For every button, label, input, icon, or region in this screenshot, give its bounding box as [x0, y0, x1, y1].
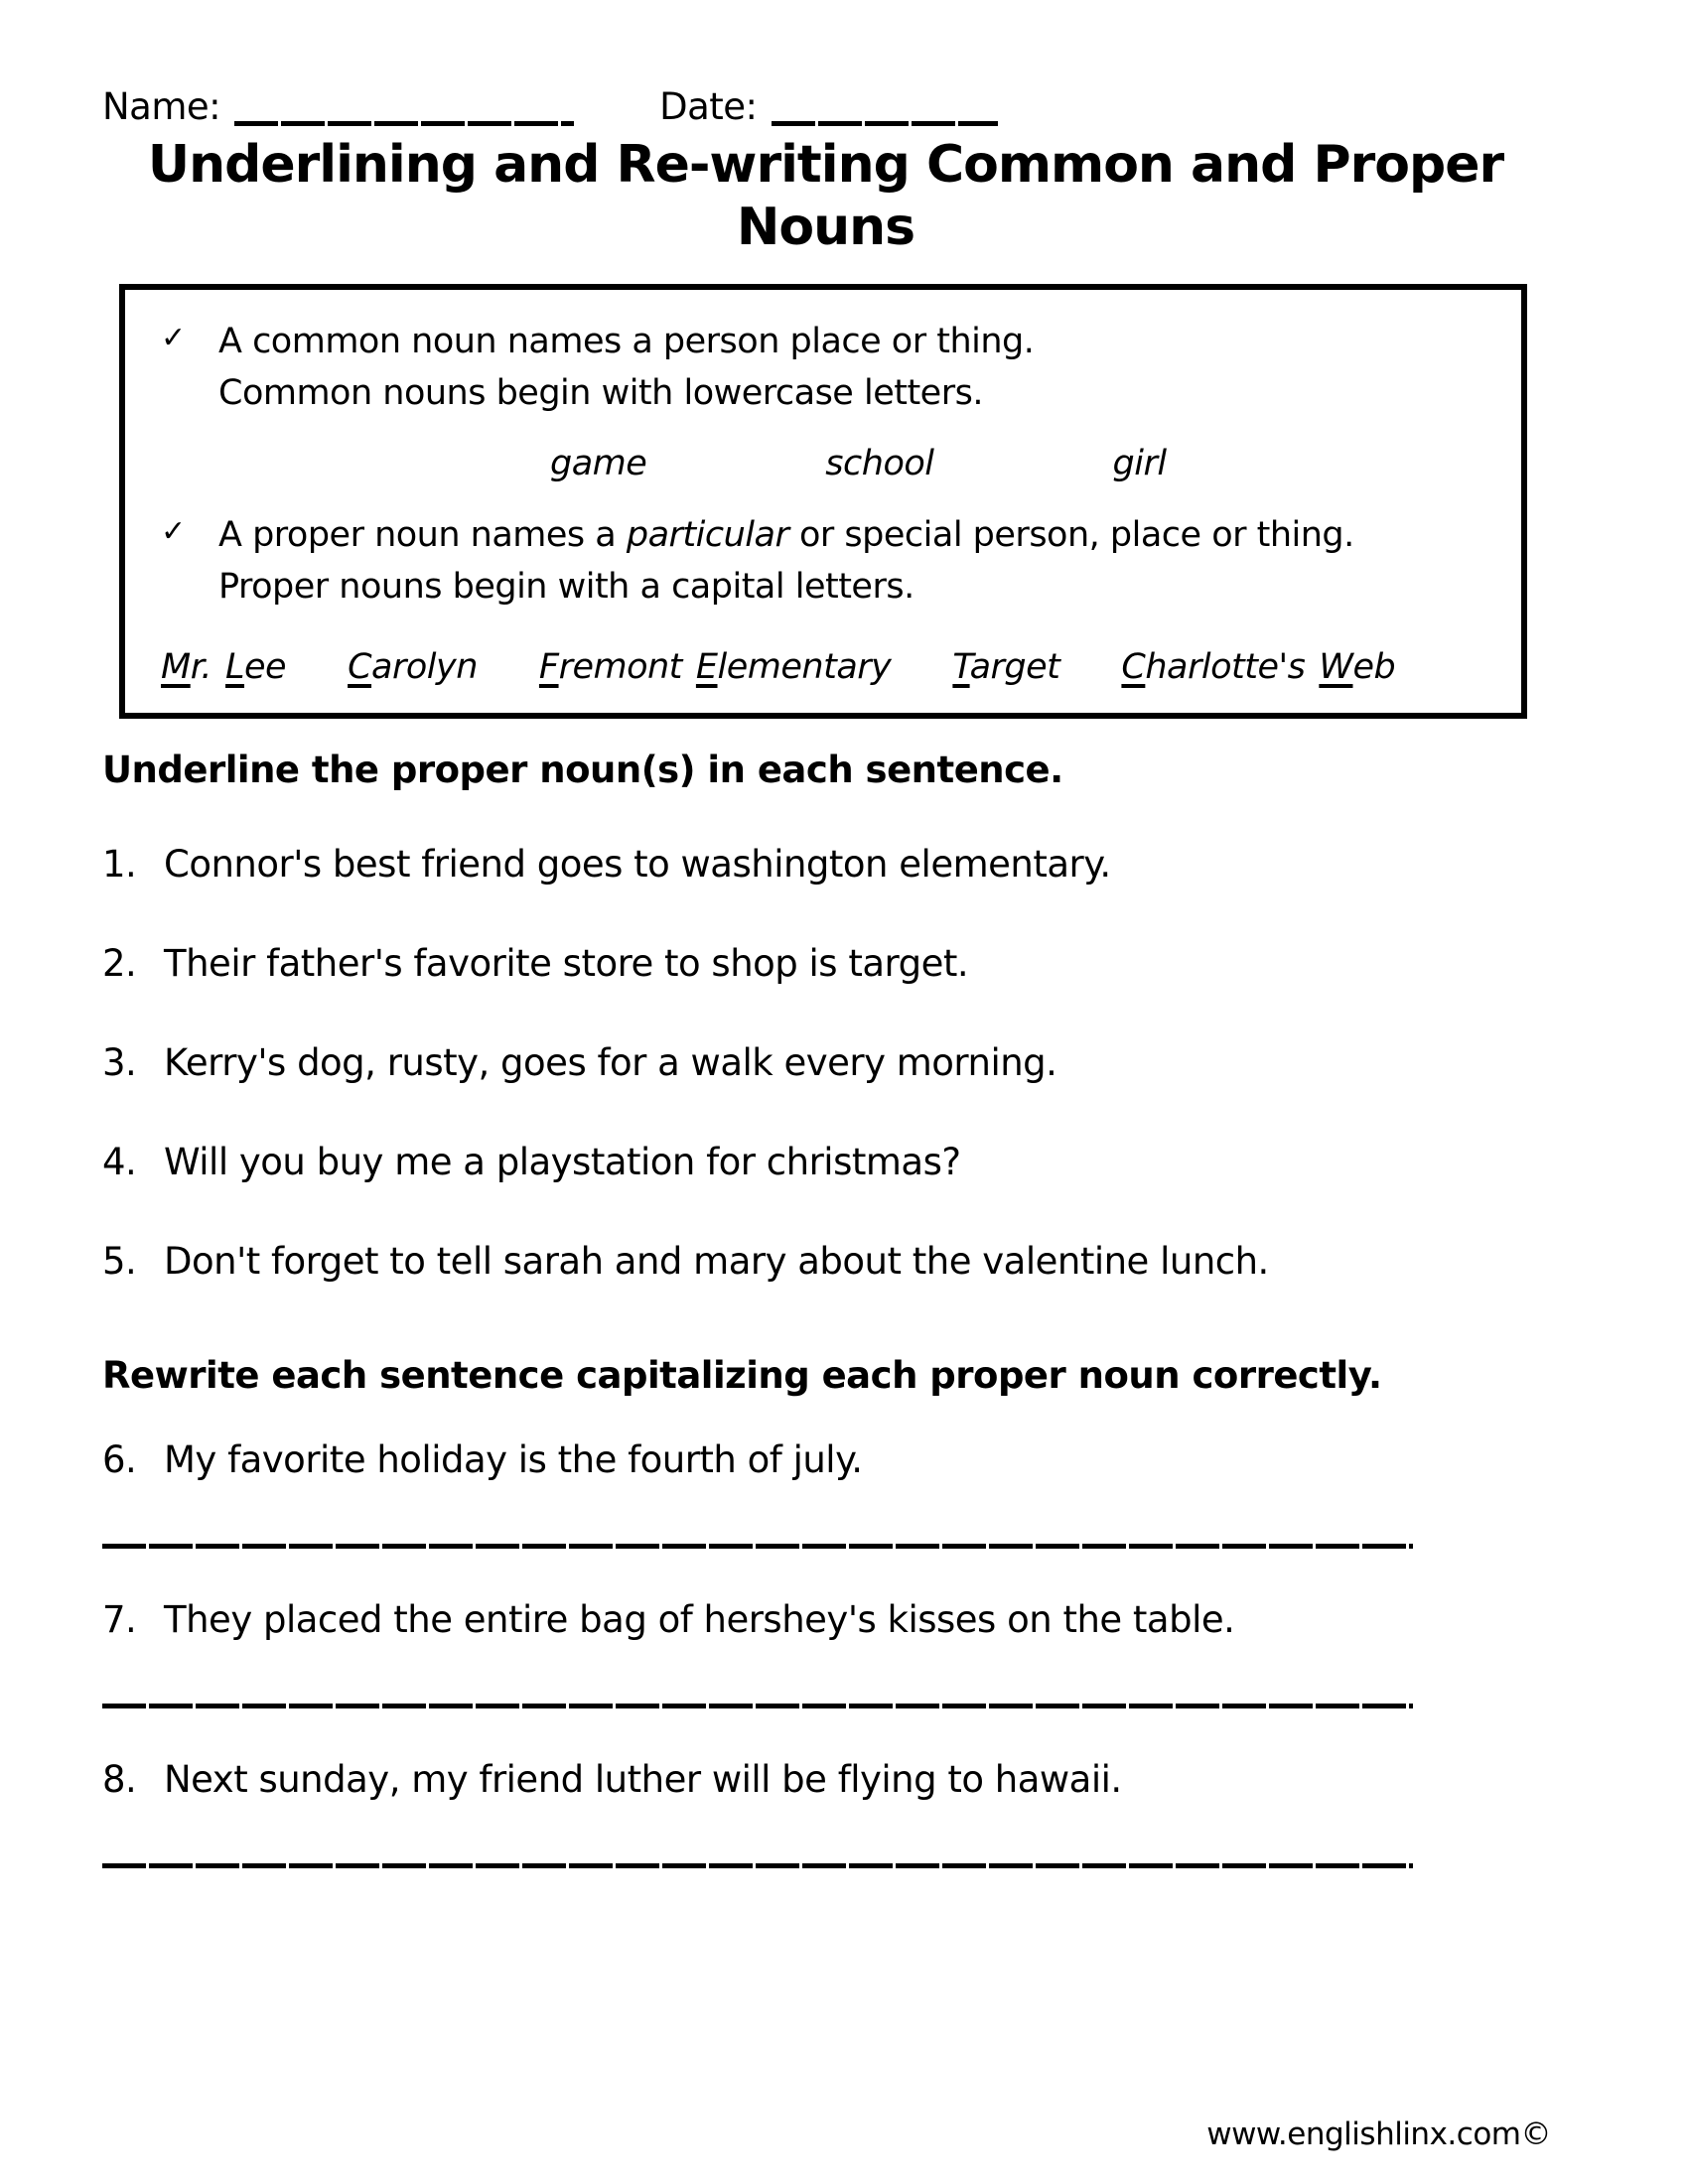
- proper-example-word: Charlotte's: [1121, 646, 1306, 687]
- sentence-item: [102, 1240, 1549, 1283]
- example-word: school: [825, 443, 934, 483]
- sentence-item: [102, 1598, 1549, 1641]
- proper-example-word: Mr.: [161, 646, 212, 687]
- proper-noun-examples: [161, 647, 1485, 687]
- sentence-text: They placed the entire bag of hershey's kisses on the table.: [164, 1597, 1235, 1641]
- rule-proper-line1-post: or special person, place or thing.: [788, 514, 1354, 555]
- sentence-item: [102, 1758, 1549, 1801]
- sentence-number: 4.: [102, 1140, 137, 1183]
- proper-example-group: [161, 647, 286, 687]
- page-title: [102, 134, 1549, 260]
- rule-common-noun: [161, 316, 1485, 420]
- section-heading-underline: Underline the proper noun(s) in each sentence.: [102, 748, 1063, 791]
- sentence-number: 3.: [102, 1040, 137, 1084]
- rule-proper-line1-pre: A proper noun names a: [218, 514, 627, 555]
- sentence-item: [102, 1438, 1549, 1481]
- sentence-number: 1.: [102, 842, 137, 886]
- rule-common-line2: Common nouns begin with lowercase letters.: [218, 373, 983, 414]
- page-title-line1: Underlining and Re-writing Common and Proper: [147, 135, 1504, 195]
- example-word: girl: [1112, 443, 1167, 483]
- rule-common-noun-text: [218, 316, 1034, 420]
- answer-blank-line: [102, 1703, 1413, 1708]
- page-title-line2: Nouns: [736, 198, 915, 258]
- date-label: Date:: [659, 85, 758, 128]
- common-noun-examples: [161, 444, 1485, 483]
- proper-example-word: Elementary: [695, 646, 892, 687]
- rule-proper-noun: [161, 509, 1485, 614]
- sentence-number: 8.: [102, 1757, 137, 1801]
- rule-proper-line1-italic: particular: [626, 514, 789, 555]
- answer-blank-line: [102, 1543, 1413, 1549]
- date-blank-line: [772, 120, 998, 126]
- proper-example-word: Fremont: [538, 646, 682, 687]
- proper-example-word: Web: [1319, 646, 1396, 687]
- proper-example-group: [952, 647, 1059, 687]
- sentence-item: [102, 843, 1549, 886]
- sentence-text: Their father's favorite store to shop is target.: [164, 941, 969, 985]
- proper-example-word: Target: [952, 646, 1060, 687]
- sentence-number: 7.: [102, 1597, 137, 1641]
- rule-proper-noun-text: [218, 509, 1354, 614]
- checkmark-icon: ✓: [161, 320, 186, 355]
- sentence-text: Don't forget to tell sarah and mary about the valentine lunch.: [164, 1239, 1269, 1283]
- sentence-text: Connor's best friend goes to washington elementary.: [164, 842, 1111, 886]
- example-word: game: [550, 443, 647, 483]
- proper-example-group: [539, 647, 891, 687]
- proper-example-group: [1121, 647, 1395, 687]
- answer-blank-line: [102, 1862, 1413, 1868]
- section-heading-rewrite: Rewrite each sentence capitalizing each proper noun correctly.: [102, 1353, 1382, 1397]
- sentence-text: Next sunday, my friend luther will be flying to hawaii.: [164, 1757, 1122, 1801]
- sentence-number: 6.: [102, 1437, 137, 1481]
- sentence-text: Kerry's dog, rusty, goes for a walk every morning.: [164, 1040, 1057, 1084]
- name-blank-line: [234, 120, 574, 126]
- name-label: Name:: [102, 85, 221, 128]
- sentence-item: [102, 1141, 1549, 1183]
- proper-example-group: [348, 647, 478, 687]
- sentence-text: My favorite holiday is the fourth of july.: [164, 1437, 863, 1481]
- sentence-number: 2.: [102, 941, 137, 985]
- sentence-text: Will you buy me a playstation for christmas?: [164, 1140, 961, 1183]
- sentence-item: [102, 1041, 1549, 1084]
- proper-example-word: Carolyn: [348, 646, 478, 687]
- rule-proper-line2: Proper nouns begin with a capital letters.: [218, 567, 914, 608]
- sentence-number: 5.: [102, 1239, 137, 1283]
- footer-credit: www.englishlinx.com©: [1206, 2116, 1551, 2152]
- rules-box: [119, 284, 1527, 719]
- checkmark-icon: ✓: [161, 513, 186, 549]
- sentence-item: [102, 942, 1549, 985]
- proper-example-word: Lee: [225, 646, 287, 687]
- header-row: [102, 85, 1549, 128]
- rule-common-line1: A common noun names a person place or thing.: [218, 321, 1035, 361]
